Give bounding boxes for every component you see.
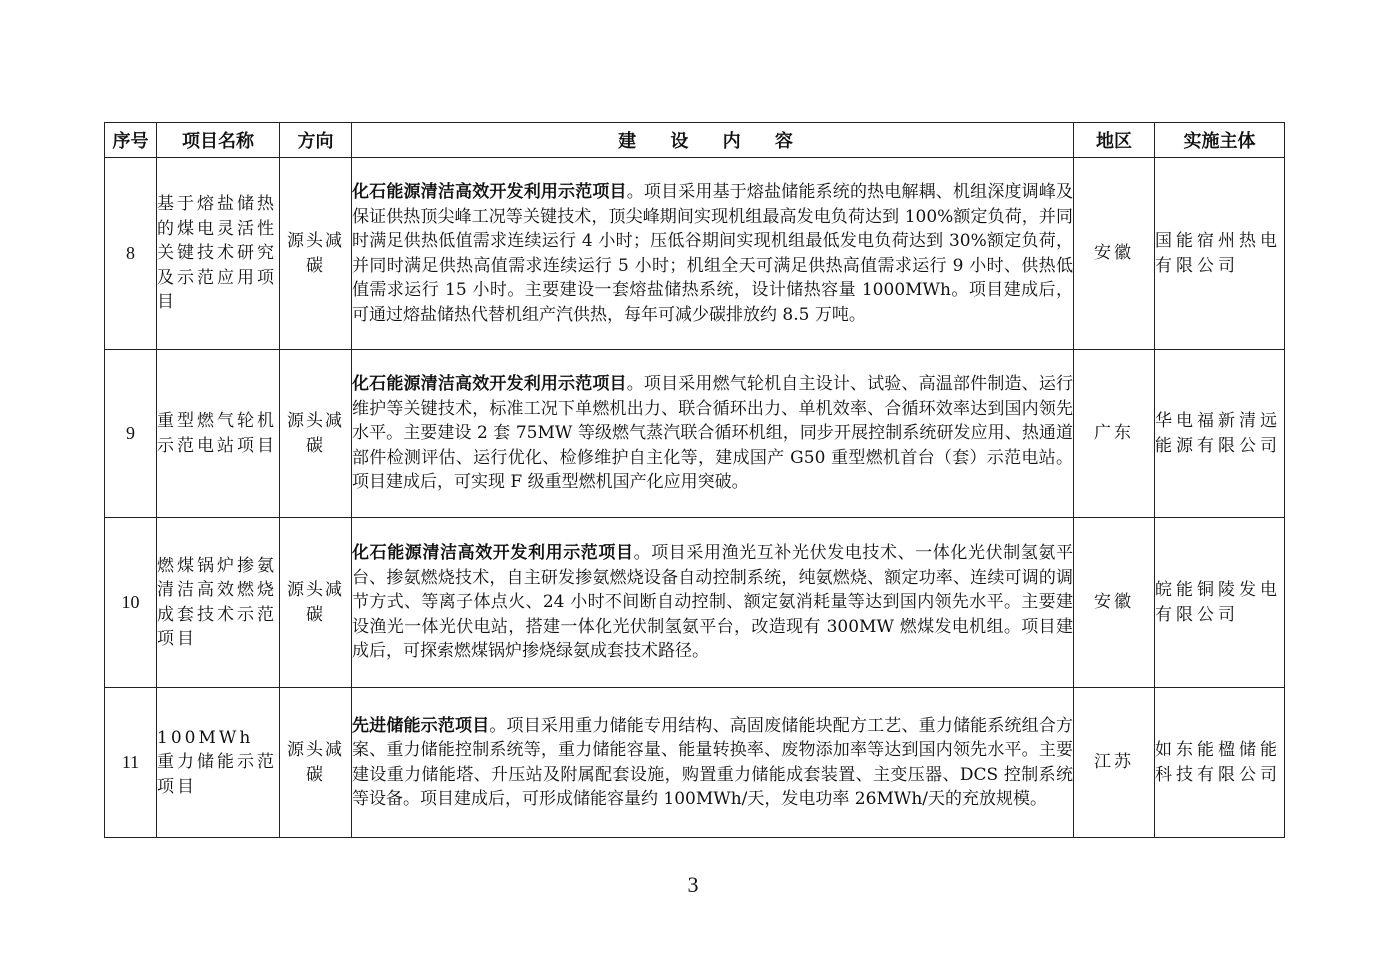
project-content bbox=[352, 688, 1074, 838]
projects-table bbox=[104, 122, 1285, 838]
row-number: 8 bbox=[105, 158, 157, 350]
project-region: 江苏 bbox=[1074, 688, 1155, 838]
header-direction: 方向 bbox=[280, 123, 352, 158]
project-region: 安徽 bbox=[1074, 158, 1155, 350]
project-entity: 国能宿州热电有限公司 bbox=[1155, 158, 1285, 350]
table-header-row bbox=[105, 123, 1285, 158]
table-row bbox=[105, 350, 1285, 518]
project-content bbox=[352, 350, 1074, 518]
project-direction: 源头减碳 bbox=[280, 688, 352, 838]
project-region: 安徽 bbox=[1074, 518, 1155, 688]
content-body: 。项目采用重力储能专用结构、高固废储能块配方工艺、重力储能系统组合方案、重力储能控制系统等，重力储能容量、能量转换率、废物添加率等达到国内领先水平。主要建设重力储能塔、升压站及附属配套设施，购置重力储能成套装置、主变压器、DCS 控制系统等设备。项目建成后，可形成储能容量约 100MWh/天，发电功率 26MWh/天的充放规模。 bbox=[352, 715, 1074, 809]
header-no: 序号 bbox=[105, 123, 157, 158]
header-name: 项目名称 bbox=[157, 123, 280, 158]
row-number: 11 bbox=[105, 688, 157, 838]
header-region: 地区 bbox=[1074, 123, 1155, 158]
content-lead: 化石能源清洁高效开发利用示范项目 bbox=[352, 543, 634, 564]
header-content: 建 设 内 容 bbox=[352, 123, 1074, 158]
project-content bbox=[352, 158, 1074, 350]
project-entity: 如东能楹储能科技有限公司 bbox=[1155, 688, 1285, 838]
content-body: 。项目采用基于熔盐储能系统的热电解耦、机组深度调峰及保证供热顶尖峰工况等关键技术，顶尖峰期间实现机组最高发电负荷达到 100%额定负荷，并同时满足供热低值需求连续运行 4 小时；压低谷期间实现机组最低发电负荷达到 30%额定负荷，并同时满足供热高值需求连续运行 5 小时；机组全天可满足供热高值需求运行 9 小时、供热低值需求运行 15 小时。主要建设一套熔盐储热系统，设计储热容量 1000MWh。项目建成后，可通过熔盐储热代替机组产汽供热，每年可减少碳排放约 8.5 万吨。 bbox=[352, 182, 1074, 325]
project-region: 广东 bbox=[1074, 350, 1155, 518]
content-lead: 化石能源清洁高效开发利用示范项目 bbox=[352, 374, 627, 395]
table-row bbox=[105, 518, 1285, 688]
row-number: 10 bbox=[105, 518, 157, 688]
project-name: 基于熔盐储热的煤电灵活性关键技术研究及示范应用项目 bbox=[157, 158, 280, 350]
content-body: 。项目采用渔光互补光伏发电技术、一体化光伏制氢氨平台、掺氨燃烧技术，自主研发掺氨燃烧设备自动控制系统，纯氨燃烧、额定功率、连续可调的调节方式、等离子体点火、24 小时不间断自动控制、额定氨消耗量等达到国内领先水平。主要建设渔光一体光伏电站，搭建一体化光伏制氢氨平台，改造现有 300MW 燃煤发电机组。项目建成后，可探索燃煤锅炉掺烧绿氨成套技术路径。 bbox=[352, 543, 1074, 662]
row-number: 9 bbox=[105, 350, 157, 518]
project-entity: 皖能铜陵发电有限公司 bbox=[1155, 518, 1285, 688]
table-row bbox=[105, 158, 1285, 350]
content-lead: 化石能源清洁高效开发利用示范项目 bbox=[352, 182, 627, 202]
project-name: 100MWh 重力储能示范项目 bbox=[157, 688, 280, 838]
project-name: 重型燃气轮机示范电站项目 bbox=[157, 350, 280, 518]
project-direction: 源头减碳 bbox=[280, 158, 352, 350]
project-entity: 华电福新清远能源有限公司 bbox=[1155, 350, 1285, 518]
project-direction: 源头减碳 bbox=[280, 350, 352, 518]
header-entity: 实施主体 bbox=[1155, 123, 1285, 158]
content-body: 。项目采用燃气轮机自主设计、试验、高温部件制造、运行维护等关键技术，标准工况下单燃机出力、联合循环出力、单机效率、合循环效率达到国内领先水平。主要建设 2 套 75MW 等级燃气蒸汽联合循环机组，同步开展控制系统研发应用、热通道部件检测评估、运行优化、检修维护自主化等，建成国产 G50 重型燃机首台（套）示范电站。项目建成后，可实现 F 级重型燃机国产化应用突破。 bbox=[352, 374, 1074, 493]
project-name: 燃煤锅炉掺氨清洁高效燃烧成套技术示范项目 bbox=[157, 518, 280, 688]
project-direction: 源头减碳 bbox=[280, 518, 352, 688]
table-row bbox=[105, 688, 1285, 838]
project-content bbox=[352, 518, 1074, 688]
content-lead: 先进储能示范项目 bbox=[352, 715, 490, 736]
page-number: 3 bbox=[687, 872, 699, 897]
